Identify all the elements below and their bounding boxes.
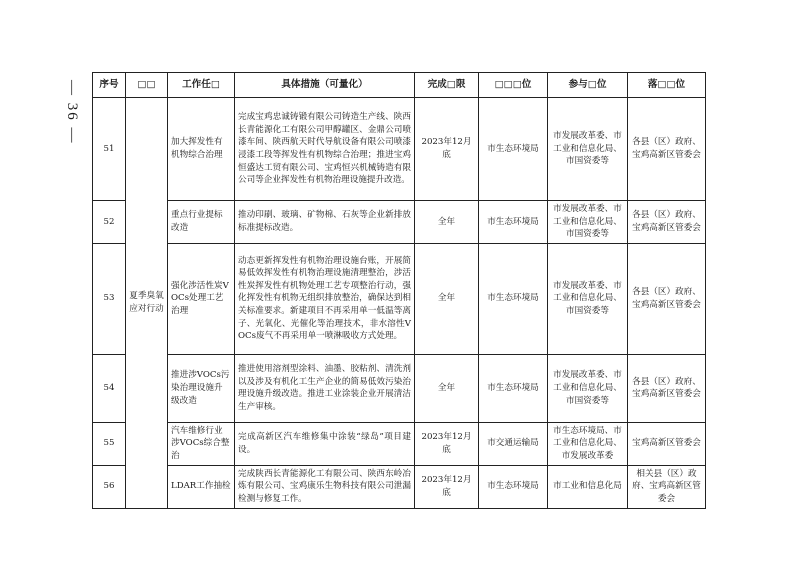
measures-cell: 完成宝鸡忠诚铸锻有限公司铸造生产线、陕西长青能源化工有限公司甲醇罐区、金鼎公司喷漆车间、陕西航天时代导航设备有限公司喷漆浸漆工段等挥发性有机物综合治理；推进宝鸡恒盛达工贸有限公司、宝鸡恒兴机械铸造有限公司等企业挥发性有机物治理设施提升改造。 [235, 98, 415, 201]
participants-cell: 市发展改革委、市工业和信息化局、市国资委等 [548, 243, 628, 354]
measures-cell: 推进使用溶剂型涂料、油墨、胶粘剂、清洗剂以及涉及有机化工生产企业的简易低效污染治理设施升级改造。推进工业涂装企业开展清洁生产审核。 [235, 354, 415, 422]
participants-cell: 市发展改革委、市工业和信息化局、市国资委等 [548, 201, 628, 244]
participants-cell: 市发展改革委、市工业和信息化局、市国资委等 [548, 98, 628, 201]
implementers-cell: 相关县（区）政府、宝鸡高新区管委会 [628, 465, 706, 508]
implementers-cell: 各县（区）政府、宝鸡高新区管委会 [628, 98, 706, 201]
row-number: 55 [93, 422, 126, 465]
implementers-cell: 各县（区）政府、宝鸡高新区管委会 [628, 354, 706, 422]
deadline-cell: 全年 [415, 354, 479, 422]
participants-cell: 市发展改革委、市工业和信息化局、市国资委等 [548, 354, 628, 422]
deadline-cell: 全年 [415, 201, 479, 244]
measures-cell: 完成高新区汽车维修集中涂装“绿岛”项目建设。 [235, 422, 415, 465]
row-number: 51 [93, 98, 126, 201]
table-row [93, 201, 706, 244]
task-cell: 推进涉VOCs污染治理设施升级改造 [168, 354, 235, 422]
table-row [93, 98, 706, 201]
lead-unit-cell: 市生态环境局 [479, 243, 548, 354]
table-row [93, 422, 706, 465]
task-cell: 重点行业提标改造 [168, 201, 235, 244]
lead-unit-cell: 市生态环境局 [479, 354, 548, 422]
table-row [93, 354, 706, 422]
table-row [93, 465, 706, 508]
lead-unit-cell: 市交通运输局 [479, 422, 548, 465]
table-row [93, 243, 706, 354]
task-cell: LDAR工作抽检 [168, 465, 235, 508]
page-number: — 36 — [64, 79, 80, 145]
lead-unit-cell: 市生态环境局 [479, 465, 548, 508]
header-deadline: 完成□限 [415, 73, 479, 98]
deadline-cell: 2023年12月底 [415, 465, 479, 508]
category-cell: 夏季臭氧应对行动 [126, 98, 168, 509]
participants-cell: 市生态环境局、市工业和信息化局、市发展改革委 [548, 422, 628, 465]
implementers-cell: 各县（区）政府、宝鸡高新区管委会 [628, 243, 706, 354]
row-number: 56 [93, 465, 126, 508]
table-header-row [93, 73, 706, 98]
header-category: □□ [126, 73, 168, 98]
measures-cell: 推动印刷、玻璃、矿物棉、石灰等企业新排放标准提标改造。 [235, 201, 415, 244]
header-lead-unit: □□□位 [479, 73, 548, 98]
task-cell: 汽车维修行业涉VOCs综合整治 [168, 422, 235, 465]
header-no: 序号 [93, 73, 126, 98]
row-number: 53 [93, 243, 126, 354]
lead-unit-cell: 市生态环境局 [479, 201, 548, 244]
implementers-cell: 各县（区）政府、宝鸡高新区管委会 [628, 201, 706, 244]
measures-cell: 动态更新挥发性有机物治理设施台账，开展简易低效挥发性有机物治理设施清理整治，涉活性炭挥发性有机物处理工艺专项整治行动，强化挥发性有机物无组织排放整治，确保达到相关标准要求。新建项目不再采用单一低温等离子、光氧化、光催化等治理技术，非水溶性VOCs废气不再采用单一喷淋吸收方式处理。 [235, 243, 415, 354]
row-number: 54 [93, 354, 126, 422]
deadline-cell: 2023年12月底 [415, 422, 479, 465]
header-participating-units: 参与□位 [548, 73, 628, 98]
header-measures: 具体措施（可量化） [235, 73, 415, 98]
deadline-cell: 2023年12月底 [415, 98, 479, 201]
participants-cell: 市工业和信息化局 [548, 465, 628, 508]
header-implementing-units: 落□□位 [628, 73, 706, 98]
deadline-cell: 全年 [415, 243, 479, 354]
implementers-cell: 宝鸡高新区管委会 [628, 422, 706, 465]
lead-unit-cell: 市生态环境局 [479, 98, 548, 201]
measures-table [92, 72, 706, 509]
task-cell: 强化涉活性炭VOCs处理工艺治理 [168, 243, 235, 354]
measures-cell: 完成陕西长青能源化工有限公司、陕西东岭冶炼有限公司、宝鸡康乐生物科技有限公司泄漏检测与修复工作。 [235, 465, 415, 508]
header-task: 工作任□ [168, 73, 235, 98]
task-cell: 加大挥发性有机物综合治理 [168, 98, 235, 201]
row-number: 52 [93, 201, 126, 244]
